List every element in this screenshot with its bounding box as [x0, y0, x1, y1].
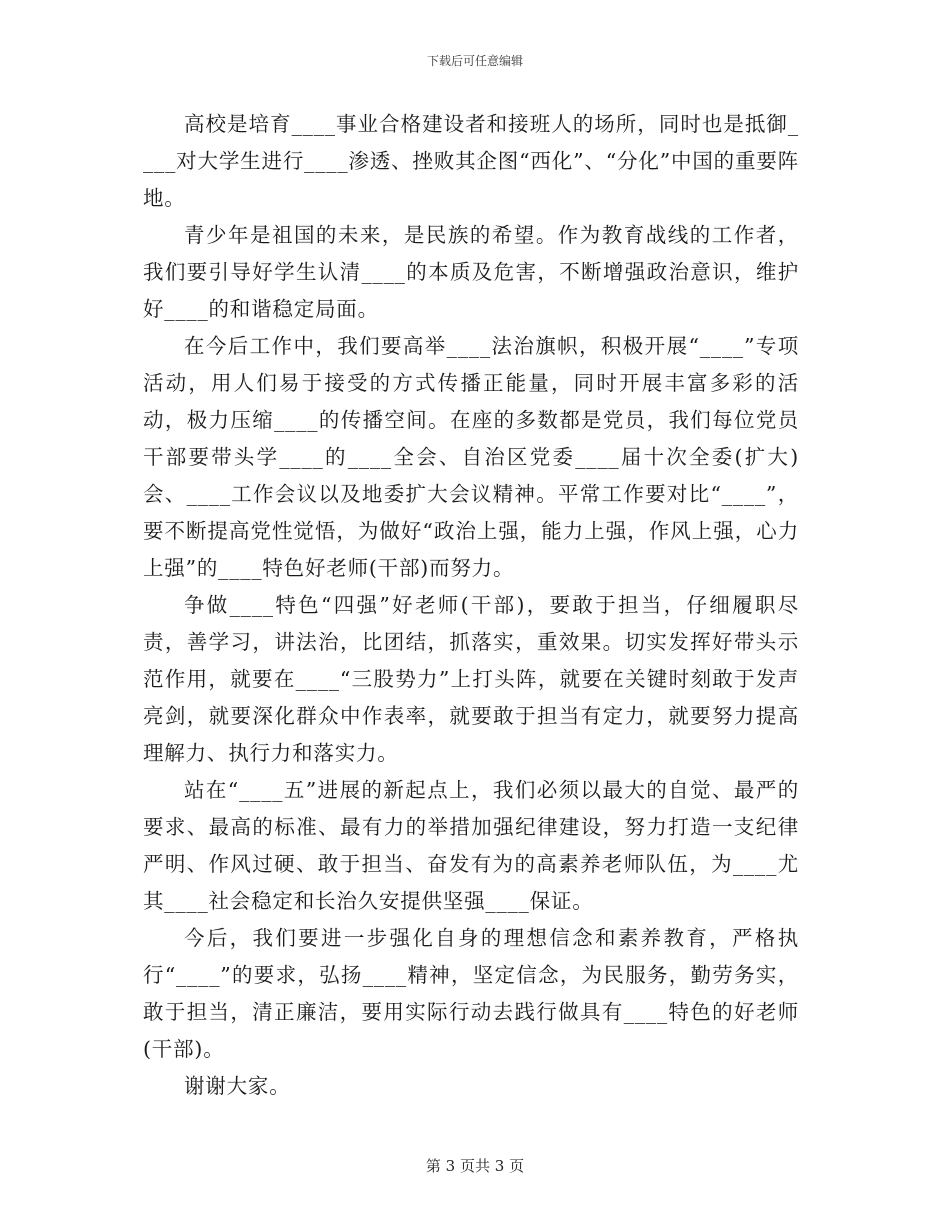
page-footer: 第 3 页共 3 页 — [425, 1157, 525, 1175]
document-body — [143, 106, 799, 1105]
paragraph-2: 青少年是祖国的未来，是民族的希望。作为教育战线的工作者，我们要引导好学生认清____的本质及危害，不断增强政治意识，维护好____的和谐稳定局面。 — [143, 223, 799, 321]
paragraph-6: 今后，我们要进一步强化自身的理想信念和素养教育，严格执行“____”的要求，弘扬____精神，坚定信念，为民服务，勤劳务实，敢于担当，清正廉洁，要用实际行动去践行做具有____特色的好老师(干部)。 — [143, 926, 799, 1061]
paragraph-1: 高校是培育____事业合格建设者和接班人的场所，同时也是抵御____对大学生进行____渗透、挫败其企图“西化”、“分化”中国的重要阵地。 — [143, 112, 799, 210]
page-header: 下载后可任意编辑 — [426, 54, 523, 68]
paragraph-5: 站在“____五”进展的新起点上，我们必须以最大的自觉、最严的要求、最高的标准、最有力的举措加强纪律建设，努力打造一支纪律严明、作风过硬、敢于担当、奋发有为的高素养老师队伍，为____尤其____社会稳定和长治久安提供坚强____保证。 — [143, 778, 799, 913]
paragraph-4: 争做____特色“四强”好老师(干部)，要敢于担当，仔细履职尽责，善学习，讲法治，比团结，抓落实，重效果。切实发挥好带头示范作用，就要在____“三股势力”上打头阵，就要在关键时刻敢于发声亮剑，就要深化群众中作表率，就要敢于担当有定力，就要努力提高理解力、执行力和落实力。 — [143, 593, 799, 765]
paragraph-3: 在今后工作中，我们要高举____法治旗帜，积极开展“____”专项活动，用人们易于接受的方式传播正能量，同时开展丰富多彩的活动，极力压缩____的传播空间。在座的多数都是党员，我们每位党员干部要带头学____的____全会、自治区党委____届十次全委(扩大)会、____工作会议以及地委扩大会议精神。平常工作要对比“____”，要不断提高党性觉悟，为做好“政治上强，能力上强，作风上强，心力上强”的____特色好老师(干部)而努力。 — [143, 334, 799, 580]
paragraph-7: 谢谢大家。 — [184, 1074, 291, 1098]
